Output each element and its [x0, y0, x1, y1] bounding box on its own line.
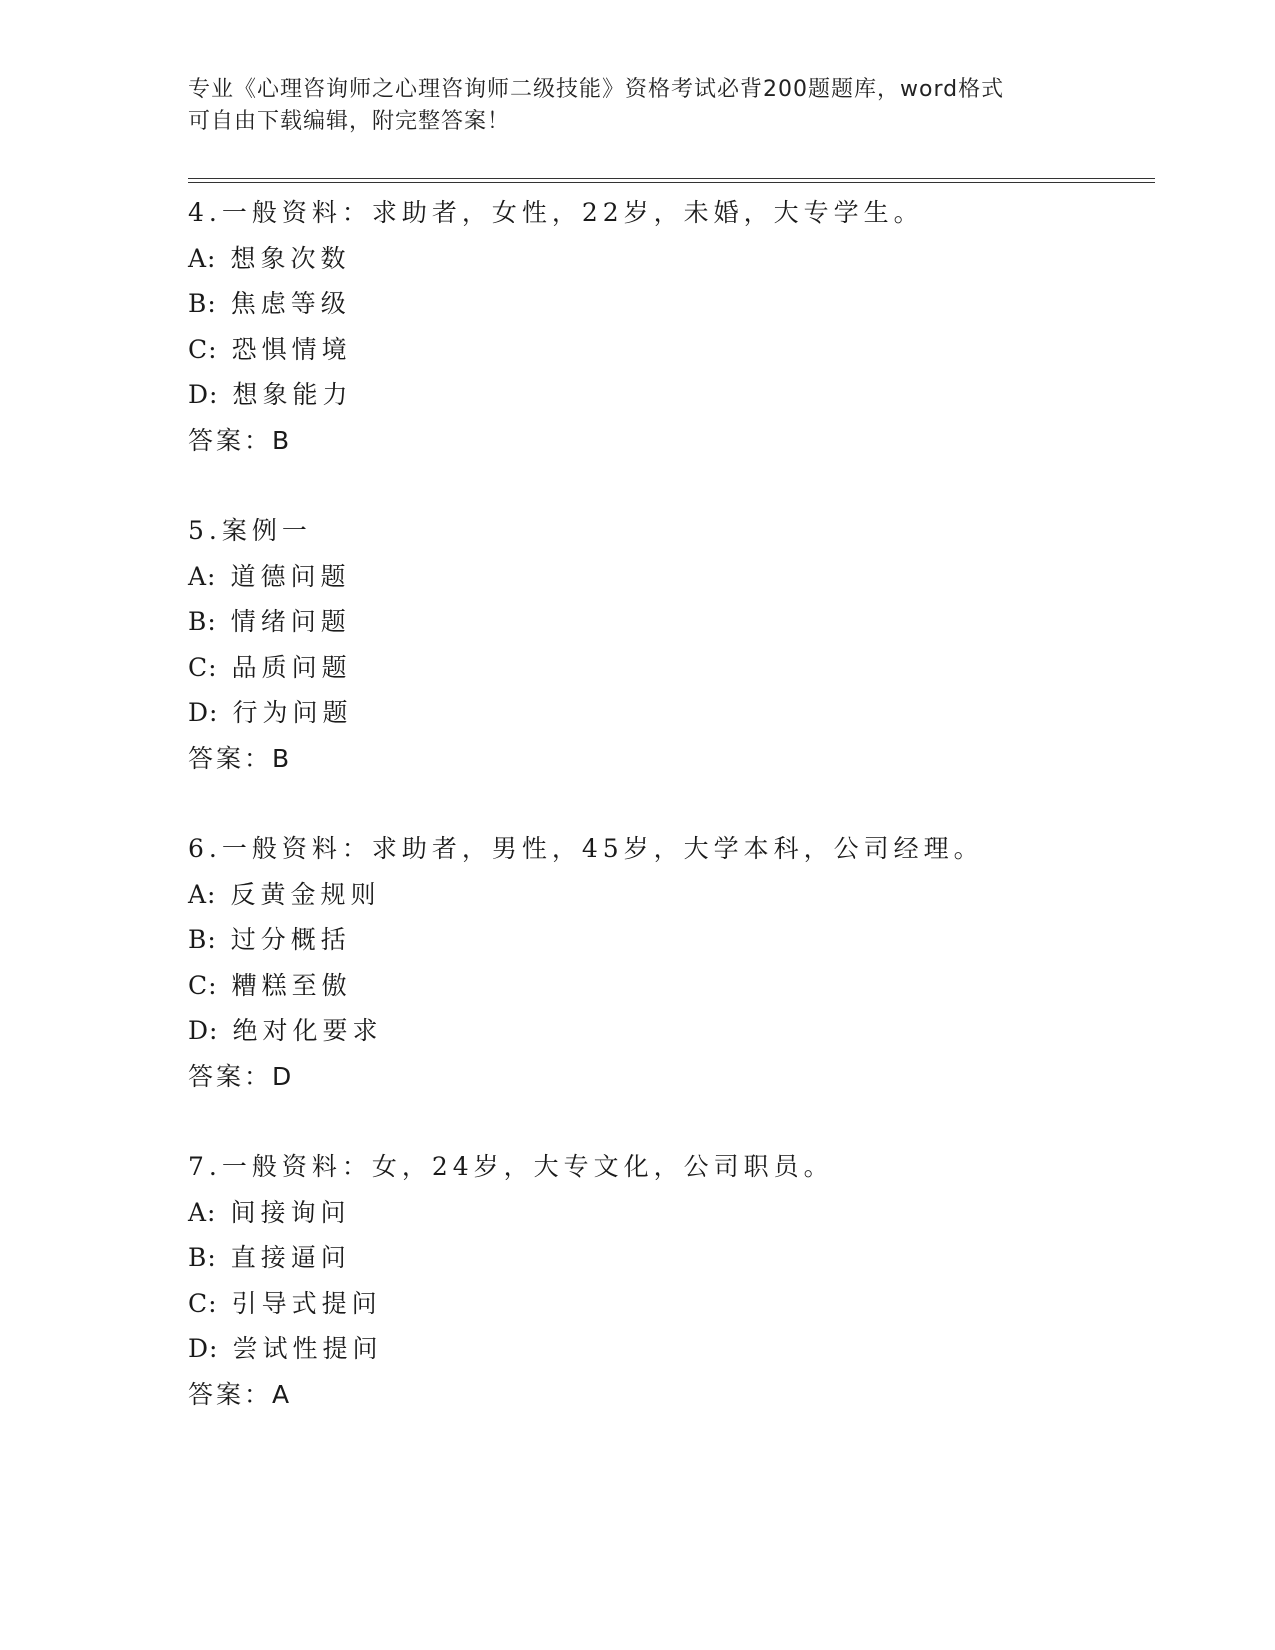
option-text: 过分概括 — [230, 925, 351, 954]
option-text: 直接逼问 — [230, 1243, 351, 1272]
option-text: 焦虑等级 — [230, 289, 351, 318]
option-b — [188, 1235, 1148, 1281]
header-divider-top — [188, 178, 1155, 179]
header-line-2: 可自由下载编辑，附完整答案！ — [188, 109, 511, 134]
option-c — [188, 645, 1148, 691]
header-line-1: 专业《心理咨询师之心理咨询师二级技能》资格考试必背200题题库，word格式 — [188, 77, 1005, 102]
answer-value: D — [272, 1061, 292, 1091]
question-stem: 6.一般资料：求助者，男性，45岁，大学本科，公司经理。 — [188, 834, 984, 863]
question-stem: 4.一般资料：求助者，女性，22岁，未婚，大专学生。 — [188, 198, 924, 227]
option-b — [188, 281, 1148, 327]
option-key: B: — [188, 1243, 217, 1272]
answer-label: 答案： — [188, 1061, 273, 1091]
option-key: A: — [188, 1197, 217, 1227]
option-d — [188, 372, 1148, 418]
answer-label: 答案： — [188, 743, 273, 773]
option-key: A: — [188, 561, 217, 591]
option-text: 绝对化要求 — [232, 1016, 383, 1045]
option-b — [188, 599, 1148, 645]
answer-value: B — [272, 743, 290, 773]
option-text: 间接询问 — [230, 1197, 351, 1227]
question-7 — [188, 1144, 1148, 1417]
option-key: D: — [188, 698, 219, 727]
option-key: D: — [188, 1334, 219, 1363]
option-key: B: — [188, 289, 217, 318]
option-text: 情绪问题 — [230, 607, 351, 636]
option-text: 恐惧情境 — [231, 334, 352, 364]
option-text: 糟糕至傲 — [231, 970, 352, 1000]
option-text: 引导式提问 — [231, 1288, 382, 1318]
question-stem: 5.案例一 — [188, 516, 312, 545]
answer-value: A — [272, 1379, 290, 1409]
question-6 — [188, 826, 1148, 1099]
option-key: C: — [188, 970, 218, 1000]
answer-label: 答案： — [188, 425, 273, 455]
document-header — [188, 74, 1068, 138]
option-key: A: — [188, 243, 217, 273]
answer-line — [188, 1054, 1148, 1100]
option-text: 想象次数 — [230, 243, 351, 273]
option-key: C: — [188, 1288, 218, 1318]
option-text: 反黄金规则 — [230, 879, 381, 909]
option-key: D: — [188, 380, 219, 409]
option-c — [188, 963, 1148, 1009]
option-key: B: — [188, 607, 217, 636]
question-4 — [188, 190, 1148, 463]
answer-value: B — [272, 425, 290, 455]
option-c — [188, 327, 1148, 373]
option-d — [188, 1326, 1148, 1372]
option-text: 尝试性提问 — [232, 1334, 383, 1363]
option-a — [188, 1190, 1148, 1236]
answer-line — [188, 418, 1148, 464]
option-text: 道德问题 — [230, 561, 351, 591]
option-a — [188, 236, 1148, 282]
answer-line — [188, 736, 1148, 782]
option-d — [188, 690, 1148, 736]
option-text: 行为问题 — [232, 698, 353, 727]
option-text: 想象能力 — [232, 380, 353, 409]
option-text: 品质问题 — [231, 652, 352, 682]
question-5 — [188, 508, 1148, 781]
option-a — [188, 554, 1148, 600]
option-b — [188, 917, 1148, 963]
option-a — [188, 872, 1148, 918]
question-stem: 7.一般资料：女，24岁，大专文化，公司职员。 — [188, 1152, 834, 1181]
option-key: A: — [188, 879, 217, 909]
option-key: C: — [188, 334, 218, 364]
option-key: B: — [188, 925, 217, 954]
option-key: D: — [188, 1016, 219, 1045]
question-list — [188, 190, 1148, 1462]
answer-label: 答案： — [188, 1379, 273, 1409]
header-divider-bottom — [188, 182, 1155, 183]
option-d — [188, 1008, 1148, 1054]
option-c — [188, 1281, 1148, 1327]
option-key: C: — [188, 652, 218, 682]
answer-line — [188, 1372, 1148, 1418]
